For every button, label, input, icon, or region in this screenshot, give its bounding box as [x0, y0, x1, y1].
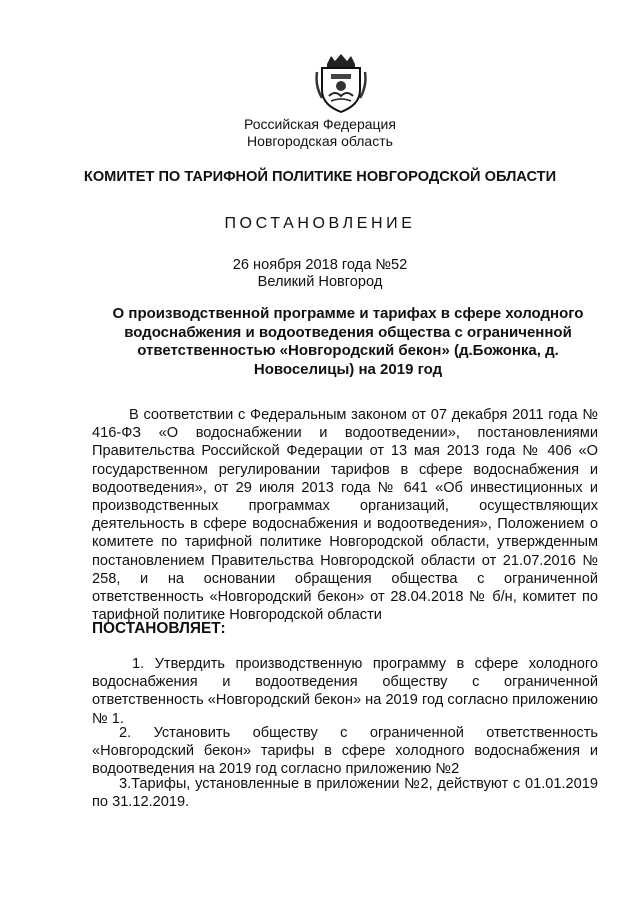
list-item: 1. Утвердить производственную программу в сфере холодного водоснабжения и водоотведения обществу с ограниченной ответственность «Новгородский бекон» на 2019 год согласно приложению № 1.	[92, 656, 598, 727]
list-item: 2. Установить обществу с ограниченной ответственность «Новгородский бекон» тарифы в сфере холодного водоснабжения и водоотведения на 2019 год согласно приложению №2	[92, 725, 598, 778]
committee-name: КОМИТЕТ ПО ТАРИФНОЙ ПОЛИТИКЕ НОВГОРОДСКОЙ ОБЛАСТИ	[83, 169, 557, 185]
resolves-heading: ПОСТАНОВЛЯЕТ:	[92, 620, 226, 637]
document-type: ПОСТАНОВЛЕНИЕ	[224, 215, 416, 232]
city: Великий Новгород	[257, 274, 383, 290]
date-number: 26 ноября 2018 года №52	[232, 257, 408, 273]
coat-of-arms-icon	[313, 52, 369, 114]
region-name: Новгородская область	[247, 133, 393, 149]
list-item: 3.Тарифы, установленные в приложении №2, действуют с 01.01.2019 по 31.12.2019.	[92, 776, 598, 811]
preamble-paragraph: В соответствии с Федеральным законом от 07 декабря 2011 года № 416-ФЗ «О водоснабжении и водоотведении», постановлениями Правительства Российской Федерации от 13 мая 2013 года № 406 «О государственном регулировании тарифов в сфере водоснабжения и водоотведения», от 29 июля 2013 года № 641 «Об инвестиционных и производственных программах организаций, осуществляющих деятельность в сфере водоснабжения и водоотведения», Положением о комитете по тарифной политике Новгородской области, утвержденным постановлением Правительства Новгородской области от 21.07.2016 № 258, и на основании обращения общества с ограниченной ответственность «Новгородский бекон» от 28.04.2018 № б/н, комитет по тарифной политике Новгородской области	[92, 407, 598, 624]
document-title: О производственной программе и тарифах в сфере холодного водоснабжения и водоотведения общества с ограниченной ответственностью «Новгородский бекон» (д.Божонка, д. Новоселицы) на 2019 год	[112, 305, 584, 378]
country-name: Российская Федерация	[244, 116, 396, 132]
